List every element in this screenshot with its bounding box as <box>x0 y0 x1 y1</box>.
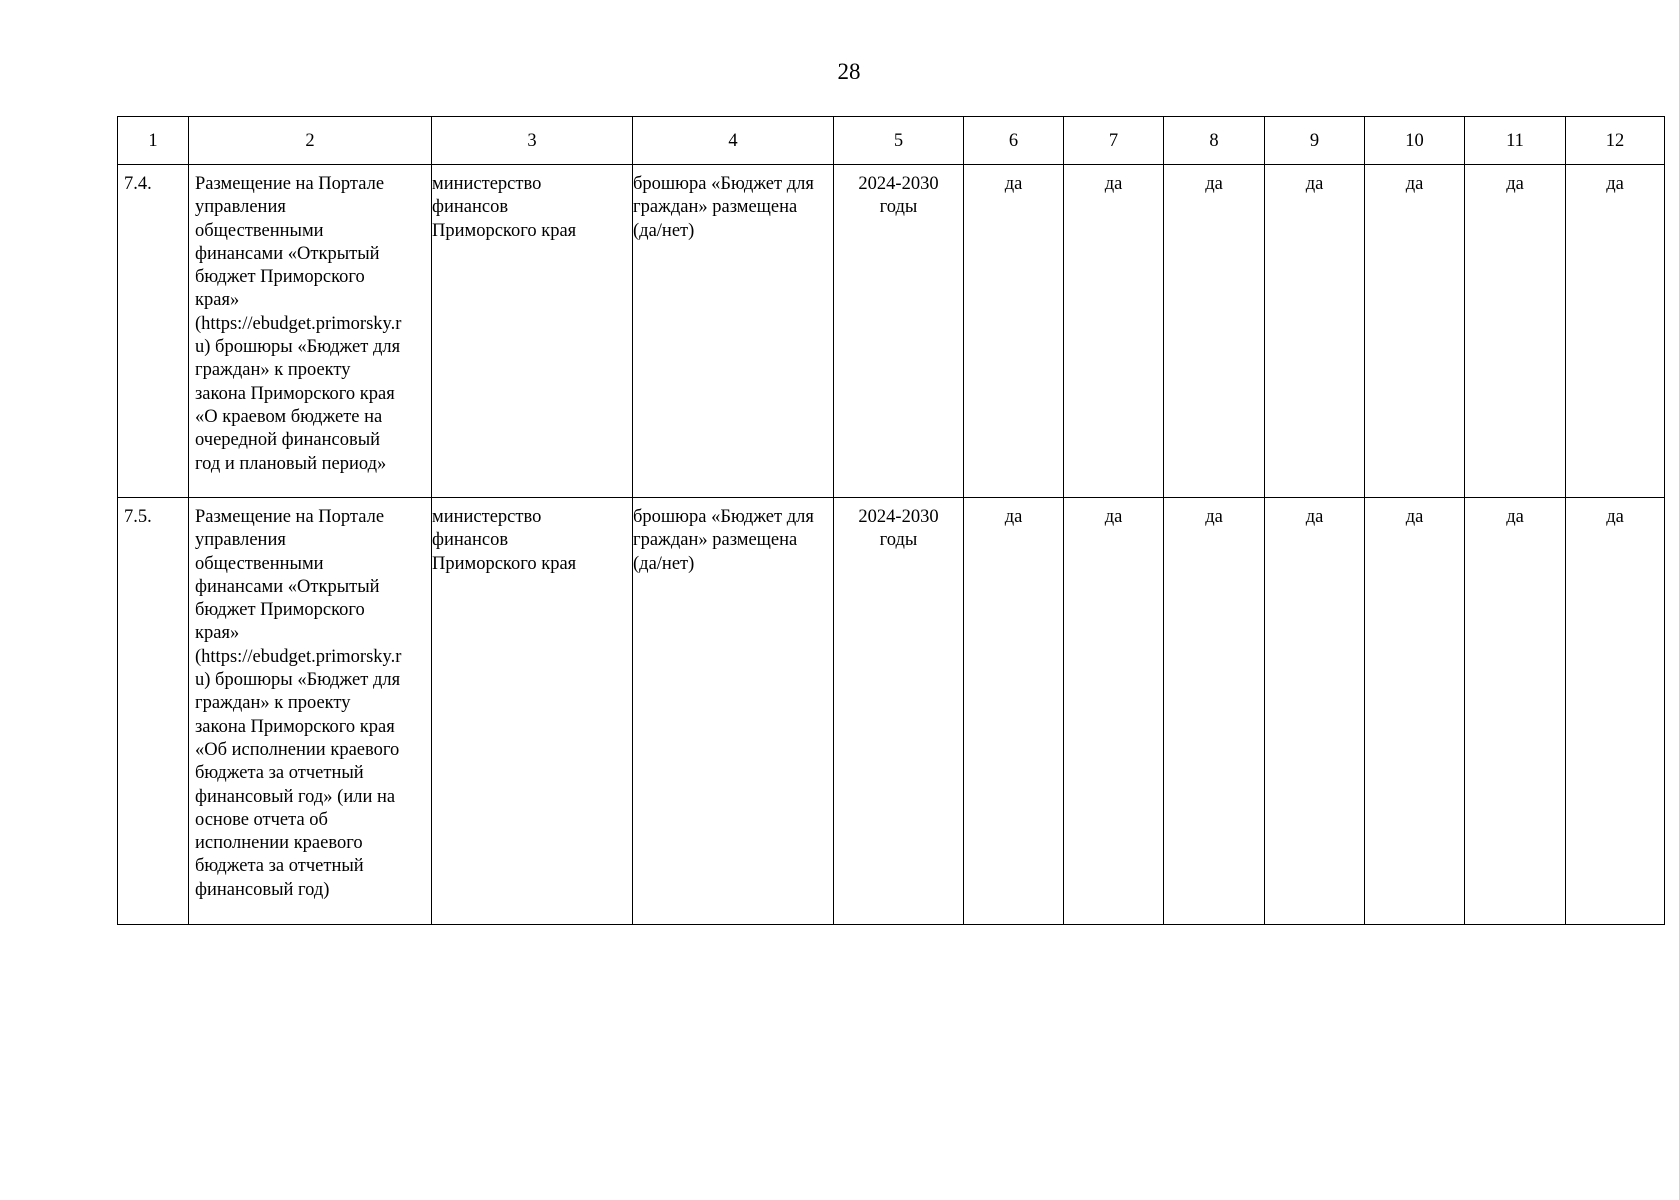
column-header: 1 <box>118 117 189 165</box>
value-cell: да <box>1465 165 1566 498</box>
column-header: 9 <box>1265 117 1365 165</box>
measure-description: Размещение на Портале управления общественными финансами «Открытый бюджет Приморского края» (https://ebudget.primorsky.r u) брошюры «Бюджет для граждан» к проекту закона Приморского края «Об исполнении краевого бюджета за отчетный финансовый год» (или на основе отчета об исполнении краевого бюджета за отчетный финансовый год) <box>195 507 402 900</box>
column-header: 3 <box>432 117 633 165</box>
period-text: 2024-2030 годы <box>858 507 939 551</box>
measure-description-cell <box>189 498 432 925</box>
value-cell: да <box>1566 498 1665 925</box>
column-header: 5 <box>834 117 964 165</box>
row-number-cell <box>118 498 189 925</box>
measures-table <box>117 116 1665 925</box>
measure-description: Размещение на Портале управления общественными финансами «Открытый бюджет Приморского края» (https://ebudget.primorsky.r u) брошюры «Бюджет для граждан» к проекту закона Приморского края «О краевом бюджете на очередной финансовый год и плановый период» <box>195 174 402 474</box>
row-number: 7.4. <box>124 174 152 194</box>
column-header: 12 <box>1566 117 1665 165</box>
row-number-cell <box>118 165 189 498</box>
column-header: 6 <box>964 117 1064 165</box>
indicator-text: брошюра «Бюджет для граждан» размещена (да/нет) <box>633 507 814 574</box>
table-row <box>118 498 1665 925</box>
responsible-cell <box>432 498 633 925</box>
indicator-cell <box>633 498 834 925</box>
indicator-cell <box>633 165 834 498</box>
column-header: 7 <box>1064 117 1164 165</box>
period-cell <box>834 165 964 498</box>
value-cell: да <box>1164 165 1265 498</box>
value-cell: да <box>1365 498 1465 925</box>
row-number: 7.5. <box>124 507 152 527</box>
table-row <box>118 165 1665 498</box>
responsible-cell <box>432 165 633 498</box>
column-header: 11 <box>1465 117 1566 165</box>
page-number: 28 <box>837 59 861 84</box>
column-header: 2 <box>189 117 432 165</box>
column-number-row <box>118 117 1665 165</box>
value-cell: да <box>1265 165 1365 498</box>
period-text: 2024-2030 годы <box>858 174 939 218</box>
period-cell <box>834 498 964 925</box>
column-header: 8 <box>1164 117 1265 165</box>
responsible-executor: министерство финансов Приморского края <box>432 507 577 574</box>
indicator-text: брошюра «Бюджет для граждан» размещена (да/нет) <box>633 174 814 241</box>
measure-description-cell <box>189 165 432 498</box>
value-cell: да <box>1365 165 1465 498</box>
value-cell: да <box>1265 498 1365 925</box>
value-cell: да <box>1465 498 1566 925</box>
value-cell: да <box>1064 498 1164 925</box>
value-cell: да <box>964 498 1064 925</box>
value-cell: да <box>1064 165 1164 498</box>
value-cell: да <box>1566 165 1665 498</box>
value-cell: да <box>1164 498 1265 925</box>
column-header: 10 <box>1365 117 1465 165</box>
responsible-executor: министерство финансов Приморского края <box>432 174 577 241</box>
value-cell: да <box>964 165 1064 498</box>
column-header: 4 <box>633 117 834 165</box>
